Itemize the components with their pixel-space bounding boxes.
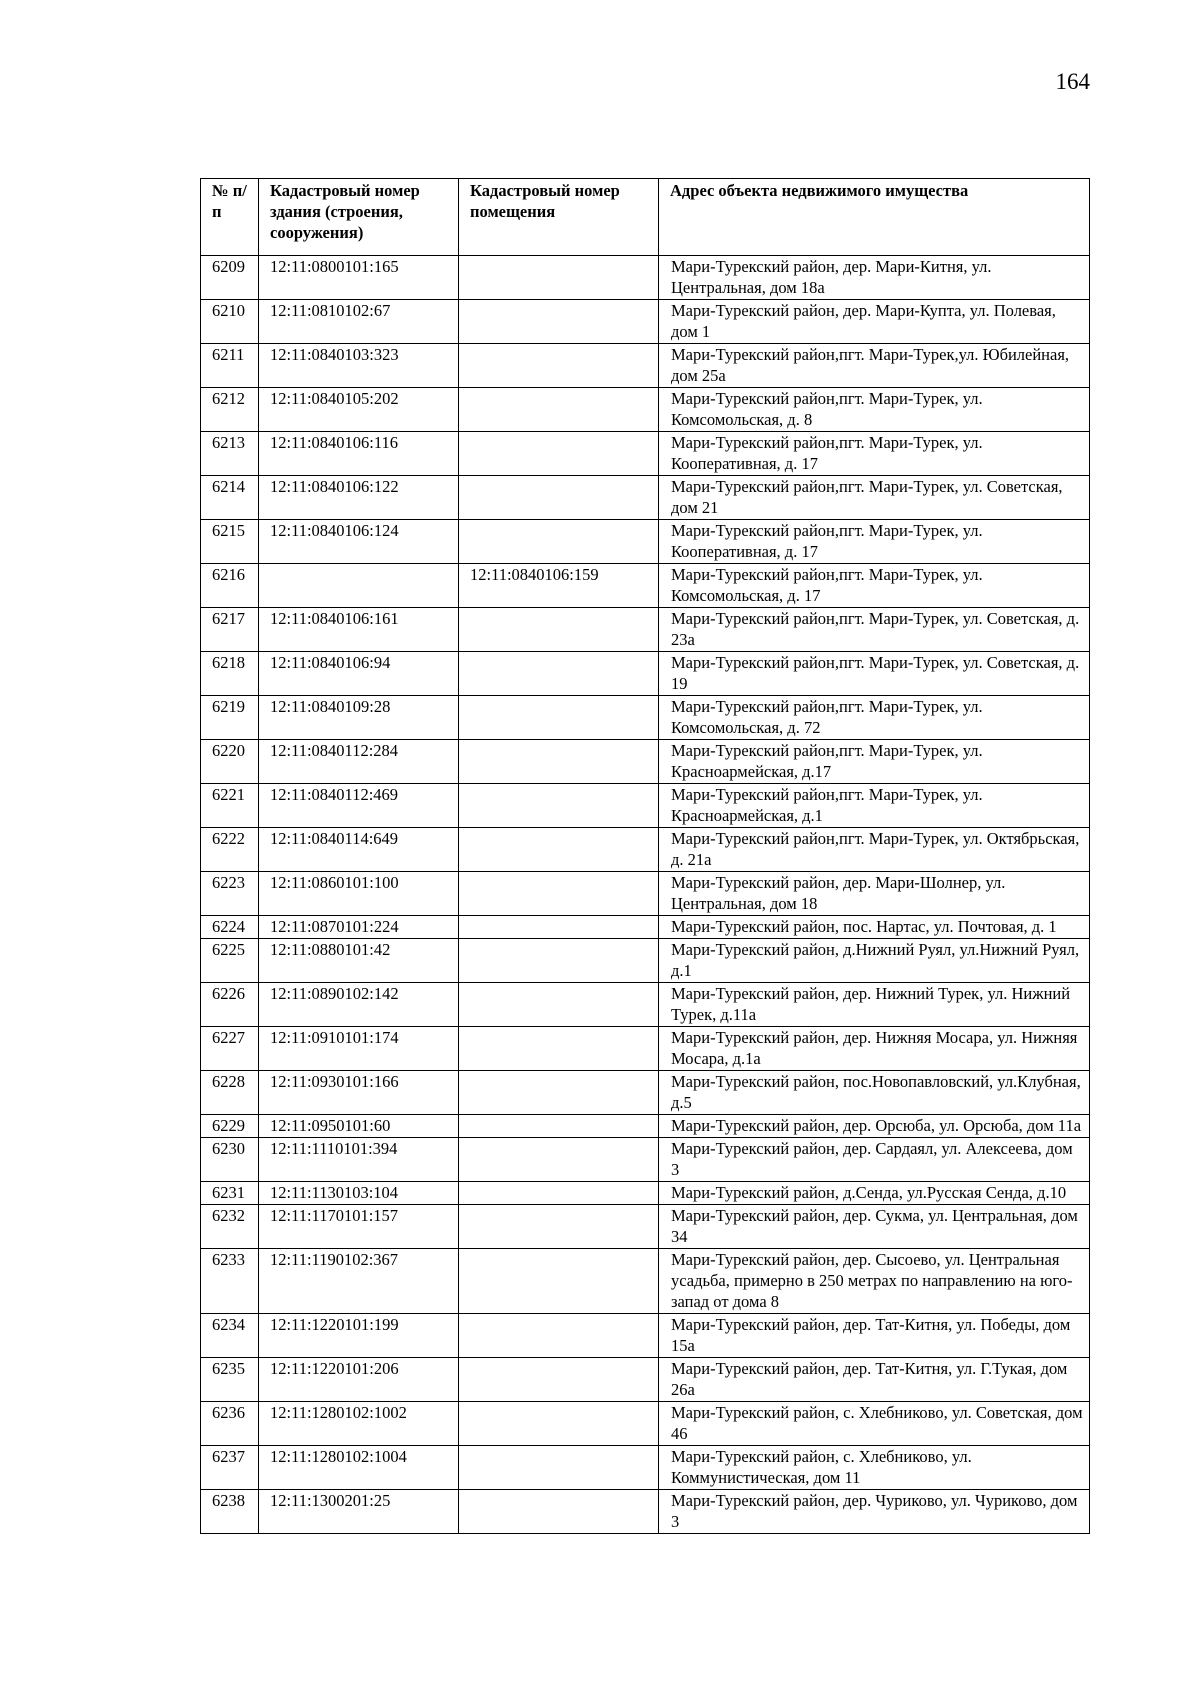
- cell-room-cadastral: 12:11:0840106:159: [459, 564, 659, 608]
- cell-room-cadastral: [459, 939, 659, 983]
- table-row: [201, 344, 1090, 388]
- cell-room-cadastral: [459, 1314, 659, 1358]
- cell-room-cadastral: [459, 388, 659, 432]
- table-row: [201, 872, 1090, 916]
- table-header: [201, 179, 1090, 256]
- header-address: Адрес объекта недвижимого имущества: [659, 179, 1090, 256]
- cell-building-cadastral: 12:11:1220101:199: [259, 1314, 459, 1358]
- cell-address: Мари-Турекский район,пгт. Мари-Турек, ул. Кооперативная, д. 17: [659, 432, 1090, 476]
- table-row: [201, 1446, 1090, 1490]
- cell-building-cadastral: 12:11:0930101:166: [259, 1071, 459, 1115]
- cell-address: Мари-Турекский район, дер. Сысоево, ул. Центральная усадьба, примерно в 250 метрах по направлению на юго-запад от дома 8: [659, 1249, 1090, 1314]
- cell-room-cadastral: [459, 696, 659, 740]
- cell-building-cadastral: 12:11:1220101:206: [259, 1358, 459, 1402]
- cell-num: 6232: [201, 1205, 259, 1249]
- table-row: [201, 432, 1090, 476]
- cell-num: 6221: [201, 784, 259, 828]
- cell-address: Мари-Турекский район, с. Хлебниково, ул. Коммунистическая, дом 11: [659, 1446, 1090, 1490]
- table-row: [201, 256, 1090, 300]
- cell-building-cadastral: 12:11:0950101:60: [259, 1115, 459, 1138]
- cell-num: 6209: [201, 256, 259, 300]
- cell-num: 6214: [201, 476, 259, 520]
- table-row: [201, 564, 1090, 608]
- cell-num: 6224: [201, 916, 259, 939]
- table-row: [201, 1314, 1090, 1358]
- cell-num: 6215: [201, 520, 259, 564]
- cell-num: 6236: [201, 1402, 259, 1446]
- table-row: [201, 1115, 1090, 1138]
- cell-building-cadastral: 12:11:1300201:25: [259, 1490, 459, 1534]
- header-room-cadastral: Кадастровый номер помещения: [459, 179, 659, 256]
- cell-room-cadastral: [459, 1402, 659, 1446]
- cell-building-cadastral: 12:11:0840106:116: [259, 432, 459, 476]
- cell-building-cadastral: 12:11:1190102:367: [259, 1249, 459, 1314]
- cell-address: Мари-Турекский район,пгт. Мари-Турек, ул. Советская, д. 19: [659, 652, 1090, 696]
- cell-address: Мари-Турекский район,пгт. Мари-Турек, ул. Октябрьская, д. 21а: [659, 828, 1090, 872]
- table-row: [201, 740, 1090, 784]
- table-row: [201, 1490, 1090, 1534]
- cell-address: Мари-Турекский район, дер. Мари-Шолнер, ул. Центральная, дом 18: [659, 872, 1090, 916]
- cell-building-cadastral: 12:11:0840103:323: [259, 344, 459, 388]
- table-row: [201, 1249, 1090, 1314]
- cell-room-cadastral: [459, 520, 659, 564]
- cell-address: Мари-Турекский район, дер. Орсюба, ул. Орсюба, дом 11а: [659, 1115, 1090, 1138]
- table-row: [201, 652, 1090, 696]
- cell-building-cadastral: 12:11:0870101:224: [259, 916, 459, 939]
- cell-building-cadastral: 12:11:0840112:469: [259, 784, 459, 828]
- cell-address: Мари-Турекский район, дер. Чуриково, ул. Чуриково, дом 3: [659, 1490, 1090, 1534]
- cell-room-cadastral: [459, 256, 659, 300]
- cell-num: 6237: [201, 1446, 259, 1490]
- cell-address: Мари-Турекский район, дер. Сардаял, ул. Алексеева, дом 3: [659, 1138, 1090, 1182]
- cell-room-cadastral: [459, 872, 659, 916]
- cell-num: 6238: [201, 1490, 259, 1534]
- cell-building-cadastral: 12:11:0880101:42: [259, 939, 459, 983]
- cell-building-cadastral: 12:11:1130103:104: [259, 1182, 459, 1205]
- cell-num: 6211: [201, 344, 259, 388]
- header-num: № п/п: [201, 179, 259, 256]
- cell-address: Мари-Турекский район,пгт. Мари-Турек,ул. Юбилейная, дом 25а: [659, 344, 1090, 388]
- cell-building-cadastral: 12:11:1280102:1004: [259, 1446, 459, 1490]
- cell-address: Мари-Турекский район,пгт. Мари-Турек, ул. Кооперативная, д. 17: [659, 520, 1090, 564]
- header-building-cadastral: Кадастровый номер здания (строения, сооружения): [259, 179, 459, 256]
- cell-num: 6229: [201, 1115, 259, 1138]
- cell-num: 6231: [201, 1182, 259, 1205]
- table-row: [201, 828, 1090, 872]
- table-row: [201, 1205, 1090, 1249]
- table-row: [201, 784, 1090, 828]
- cell-room-cadastral: [459, 1027, 659, 1071]
- cell-num: 6218: [201, 652, 259, 696]
- cell-num: 6210: [201, 300, 259, 344]
- cell-num: 6212: [201, 388, 259, 432]
- cell-num: 6234: [201, 1314, 259, 1358]
- cell-num: 6226: [201, 983, 259, 1027]
- cell-building-cadastral: 12:11:0810102:67: [259, 300, 459, 344]
- table-row: [201, 1182, 1090, 1205]
- cell-num: 6216: [201, 564, 259, 608]
- cell-room-cadastral: [459, 1358, 659, 1402]
- cell-room-cadastral: [459, 476, 659, 520]
- cell-building-cadastral: 12:11:0840106:94: [259, 652, 459, 696]
- cell-address: Мари-Турекский район, пос. Нартас, ул. Почтовая, д. 1: [659, 916, 1090, 939]
- cell-address: Мари-Турекский район, с. Хлебниково, ул. Советская, дом 46: [659, 1402, 1090, 1446]
- cell-building-cadastral: 12:11:0890102:142: [259, 983, 459, 1027]
- cell-room-cadastral: [459, 344, 659, 388]
- table-row: [201, 983, 1090, 1027]
- cell-room-cadastral: [459, 1138, 659, 1182]
- cell-building-cadastral: 12:11:0840106:122: [259, 476, 459, 520]
- header-row: [201, 179, 1090, 256]
- cell-address: Мари-Турекский район, дер. Нижняя Мосара, ул. Нижняя Мосара, д.1а: [659, 1027, 1090, 1071]
- table-body: [201, 256, 1090, 1534]
- cell-building-cadastral: 12:11:0840109:28: [259, 696, 459, 740]
- table-row: [201, 939, 1090, 983]
- cell-num: 6225: [201, 939, 259, 983]
- cell-building-cadastral: [259, 564, 459, 608]
- cell-num: 6227: [201, 1027, 259, 1071]
- cell-address: Мари-Турекский район, дер. Мари-Купта, ул. Полевая, дом 1: [659, 300, 1090, 344]
- cell-address: Мари-Турекский район,пгт. Мари-Турек, ул. Красноармейская, д.17: [659, 740, 1090, 784]
- table-row: [201, 520, 1090, 564]
- cell-building-cadastral: 12:11:1110101:394: [259, 1138, 459, 1182]
- cell-building-cadastral: 12:11:0840114:649: [259, 828, 459, 872]
- property-registry-table: [200, 178, 1090, 1534]
- table-row: [201, 1071, 1090, 1115]
- cell-room-cadastral: [459, 740, 659, 784]
- cell-address: Мари-Турекский район, дер. Тат-Китня, ул. Победы, дом 15а: [659, 1314, 1090, 1358]
- cell-building-cadastral: 12:11:1280102:1002: [259, 1402, 459, 1446]
- cell-building-cadastral: 12:11:1170101:157: [259, 1205, 459, 1249]
- table-row: [201, 476, 1090, 520]
- cell-address: Мари-Турекский район,пгт. Мари-Турек, ул. Красноармейская, д.1: [659, 784, 1090, 828]
- cell-room-cadastral: [459, 828, 659, 872]
- cell-room-cadastral: [459, 432, 659, 476]
- cell-room-cadastral: [459, 1182, 659, 1205]
- cell-room-cadastral: [459, 1071, 659, 1115]
- table-row: [201, 388, 1090, 432]
- cell-building-cadastral: 12:11:0840112:284: [259, 740, 459, 784]
- table-row: [201, 300, 1090, 344]
- cell-num: 6222: [201, 828, 259, 872]
- cell-address: Мари-Турекский район,пгт. Мари-Турек, ул. Советская, д. 23а: [659, 608, 1090, 652]
- cell-address: Мари-Турекский район, дер. Мари-Китня, ул. Центральная, дом 18а: [659, 256, 1090, 300]
- table-row: [201, 1027, 1090, 1071]
- cell-room-cadastral: [459, 1490, 659, 1534]
- cell-num: 6220: [201, 740, 259, 784]
- cell-address: Мари-Турекский район,пгт. Мари-Турек, ул. Комсомольская, д. 8: [659, 388, 1090, 432]
- cell-address: Мари-Турекский район,пгт. Мари-Турек, ул. Комсомольская, д. 72: [659, 696, 1090, 740]
- cell-address: Мари-Турекский район,пгт. Мари-Турек, ул. Советская, дом 21: [659, 476, 1090, 520]
- cell-building-cadastral: 12:11:0910101:174: [259, 1027, 459, 1071]
- cell-address: Мари-Турекский район, дер. Сукма, ул. Центральная, дом 34: [659, 1205, 1090, 1249]
- table-row: [201, 608, 1090, 652]
- cell-address: Мари-Турекский район, дер. Нижний Турек, ул. Нижний Турек, д.11а: [659, 983, 1090, 1027]
- table-row: [201, 1138, 1090, 1182]
- cell-room-cadastral: [459, 1115, 659, 1138]
- table-row: [201, 1358, 1090, 1402]
- cell-building-cadastral: 12:11:0800101:165: [259, 256, 459, 300]
- page-number: 164: [1055, 69, 1090, 94]
- cell-building-cadastral: 12:11:0840106:124: [259, 520, 459, 564]
- cell-building-cadastral: 12:11:0860101:100: [259, 872, 459, 916]
- cell-address: Мари-Турекский район, дер. Тат-Китня, ул. Г.Тукая, дом 26а: [659, 1358, 1090, 1402]
- cell-address: Мари-Турекский район, д.Нижний Руял, ул.Нижний Руял, д.1: [659, 939, 1090, 983]
- cell-room-cadastral: [459, 300, 659, 344]
- cell-address: Мари-Турекский район,пгт. Мари-Турек, ул. Комсомольская, д. 17: [659, 564, 1090, 608]
- cell-num: 6223: [201, 872, 259, 916]
- cell-address: Мари-Турекский район, д.Сенда, ул.Русская Сенда, д.10: [659, 1182, 1090, 1205]
- table-row: [201, 1402, 1090, 1446]
- cell-num: 6219: [201, 696, 259, 740]
- cell-room-cadastral: [459, 784, 659, 828]
- table-row: [201, 696, 1090, 740]
- cell-room-cadastral: [459, 916, 659, 939]
- cell-num: 6217: [201, 608, 259, 652]
- cell-room-cadastral: [459, 1446, 659, 1490]
- cell-num: 6235: [201, 1358, 259, 1402]
- cell-room-cadastral: [459, 983, 659, 1027]
- cell-room-cadastral: [459, 1205, 659, 1249]
- cell-address: Мари-Турекский район, пос.Новопавловский, ул.Клубная, д.5: [659, 1071, 1090, 1115]
- cell-building-cadastral: 12:11:0840105:202: [259, 388, 459, 432]
- cell-building-cadastral: 12:11:0840106:161: [259, 608, 459, 652]
- cell-num: 6233: [201, 1249, 259, 1314]
- cell-room-cadastral: [459, 1249, 659, 1314]
- table-row: [201, 916, 1090, 939]
- cell-num: 6213: [201, 432, 259, 476]
- cell-room-cadastral: [459, 652, 659, 696]
- cell-num: 6228: [201, 1071, 259, 1115]
- cell-num: 6230: [201, 1138, 259, 1182]
- cell-room-cadastral: [459, 608, 659, 652]
